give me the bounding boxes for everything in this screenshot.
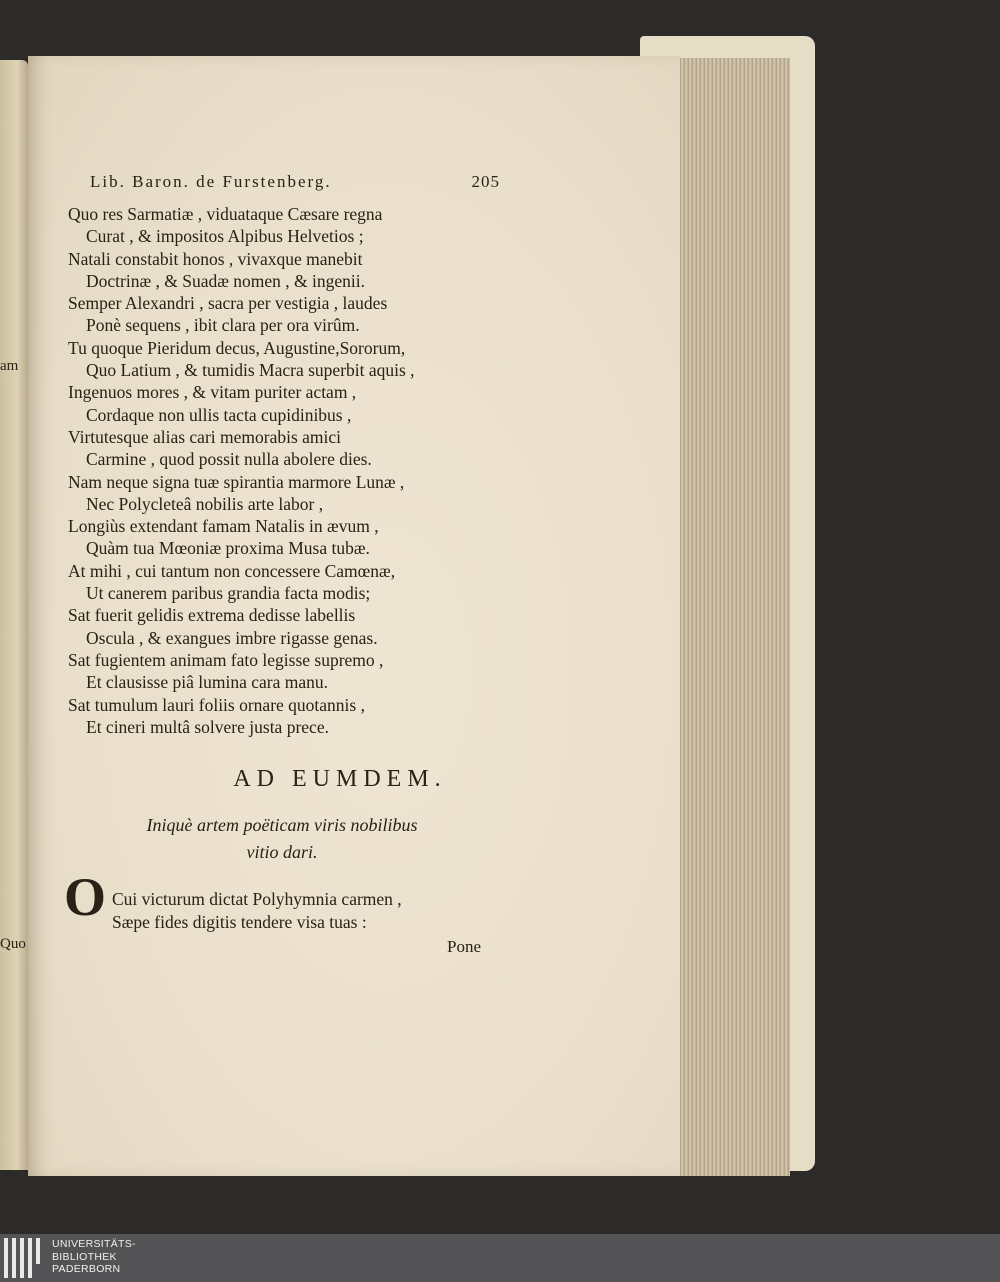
logo-line: BIBLIOTHEK (52, 1250, 117, 1263)
poem-line: Ingenuos mores , & vitam puriter actam , (68, 382, 357, 403)
section-heading: AD EUMDEM. (233, 766, 447, 792)
poem-line: Sat fugientem animam fato legisse supremo , (68, 649, 384, 670)
subtitle-line: vitio dari. (246, 842, 318, 862)
poem-body (68, 203, 528, 738)
page-number: 205 (471, 172, 500, 191)
poem-line: Quo Latium , & tumidis Macra superbit aquis , (86, 360, 415, 381)
poem-line: Longiùs extendant famam Natalis in ævum , (68, 516, 379, 537)
library-logo-icon (4, 1238, 46, 1278)
poem-line: Quàm tua Mœoniæ proxima Musa tubæ. (86, 538, 370, 559)
poem-line: Doctrinæ , & Suadæ nomen , & ingenii. (86, 270, 366, 291)
poem-line: Et clausisse piâ lumina cara manu. (86, 672, 329, 693)
drop-cap: O (64, 867, 107, 927)
poem-line: At mihi , cui tantum non concessere Camœnæ, (68, 560, 396, 581)
verse-line: Cui victurum dictat Polyhymnia carmen , (112, 889, 402, 909)
poem-line: Tu quoque Pieridum decus, Augustine,Sororum, (68, 337, 406, 358)
poem-line: Sat tumulum lauri foliis ornare quotannis , (68, 694, 365, 715)
second-poem (112, 888, 402, 934)
library-footer (0, 1234, 1000, 1282)
left-page-fragment: am (0, 358, 19, 374)
poem-line: Cordaque non ullis tacta cupidinibus , (86, 404, 352, 425)
poem-line: Et cineri multâ solvere justa prece. (86, 716, 329, 737)
poem-line: Curat , & impositos Alpibus Helvetios ; (86, 226, 364, 247)
poem-line: Ut canerem paribus grandia facta modis; (86, 583, 371, 604)
logo-line: UNIVERSITÄTS- (52, 1238, 136, 1250)
verse-line: Sæpe fides digitis tendere visa tuas : (112, 912, 367, 932)
poem-line: Natali constabit honos , vivaxque manebit (68, 248, 363, 269)
running-head: Lib. Baron. de Furstenberg. (90, 172, 332, 191)
subtitle-line: Iniquè artem poëticam viris nobilibus (146, 815, 418, 835)
book-page (28, 56, 680, 1176)
poem-line: Carmine , quod possit nulla abolere dies. (86, 449, 372, 470)
library-logo-text (52, 1238, 136, 1276)
poem-line: Nam neque signa tuæ spirantia marmore Lunæ , (68, 471, 405, 492)
poem-line: Sat fuerit gelidis extrema dedisse labellis (68, 605, 356, 626)
poem-line: Oscula , & exangues imbre rigasse genas. (86, 627, 378, 648)
left-page-fragment: Quo (0, 936, 26, 952)
poem-line: Semper Alexandri , sacra per vestigia , laudes (68, 293, 388, 314)
poem-line: Quo res Sarmatiæ , viduataque Cæsare regna (68, 204, 383, 224)
logo-line: PADERBORN (52, 1263, 121, 1275)
catchword: Pone (447, 937, 481, 956)
poem-line: Virtutesque alias cari memorabis amici (68, 426, 342, 447)
left-page-edge (0, 60, 28, 1170)
poem-line: Ponè sequens , ibit clara per ora virûm. (86, 315, 360, 336)
poem-line: Nec Polycleteâ nobilis arte labor , (86, 493, 324, 514)
section-subtitle (112, 812, 452, 866)
